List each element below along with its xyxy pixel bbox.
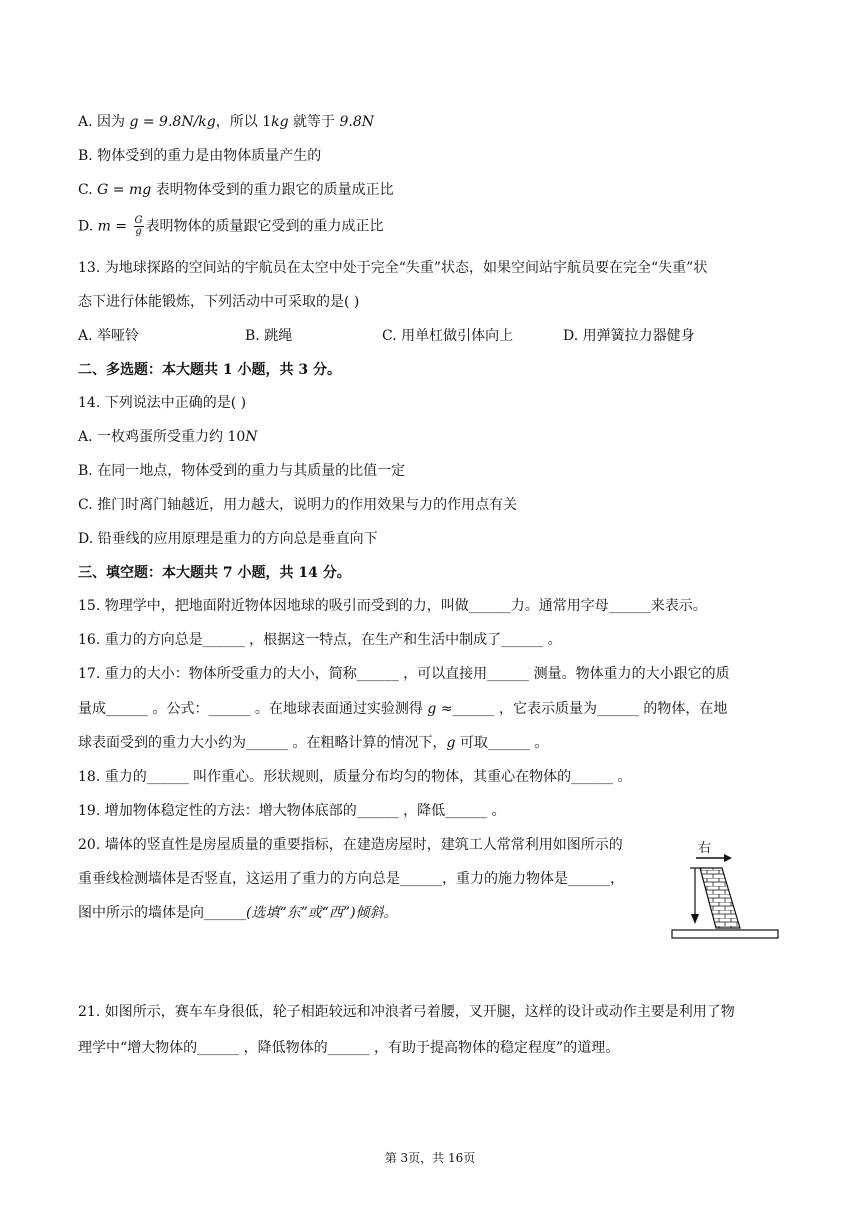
q12-c-text: 表明物体受到的重力跟它的质量成正比 xyxy=(151,182,394,198)
q17-line3 xyxy=(78,733,548,753)
page-footer: 第 3页，共 16页 xyxy=(384,1151,476,1165)
q13-stem-line1: 13. 为地球探路的空间站的宇航员在太空中处于完全“失重”状态，如果空间站宇航员要在完全“失重”状 xyxy=(78,260,708,276)
q12-c-label: C. xyxy=(78,182,98,198)
q14-option-b: B. 在同一地点，物体受到的重力与其质量的比值一定 xyxy=(78,463,406,479)
q21-line2: 理学中“增大物体的______ ，降低物体的______ ，有助于提高物体的稳定程度”的道理。 xyxy=(78,1040,620,1056)
q14-a-unit: N xyxy=(245,429,258,445)
q12-d-fraction xyxy=(134,216,144,237)
q12-a-label: A. 因为 xyxy=(78,114,126,130)
q12-option-b: B. 物体受到的重力是由物体质量产生的 xyxy=(78,148,322,164)
q12-d-text: 表明物体的质量跟它受到的重力成正比 xyxy=(145,218,384,235)
q12-d-den: g xyxy=(135,226,142,237)
q17-line1: 17. 重力的大小：物体所受重力的大小，简称______ ，可以直接用______ 测量。物体重力的大小跟它的质 xyxy=(78,666,730,682)
q12-d-label: D. xyxy=(78,218,98,235)
q17-line2-a: 量成______ 。公式：______ 。在地球表面通过实验测得 xyxy=(78,701,428,717)
q15-text: 15. 物理学中，把地面附近物体因地球的吸引而受到的力，叫做______力。通常用字母______来表示。 xyxy=(78,598,707,614)
q13-stem-line2: 态下进行体能锻炼，下列活动中可采取的是( ) xyxy=(78,294,360,310)
q20-line3 xyxy=(78,903,398,923)
wall-plumb-figure xyxy=(668,838,780,944)
q18-text: 18. 重力的______ 叫作重心。形状规则，质量分布均匀的物体，其重心在物体的______ 。 xyxy=(78,769,632,785)
q12-a-formula: g = 9.8N/kg xyxy=(129,114,216,130)
q20-line3-b: (选填“东”或“西”)倾斜。 xyxy=(246,905,398,921)
q12-option-d xyxy=(78,216,384,237)
q17-line3-b: 可取______ 。 xyxy=(455,735,549,751)
q20-line3-a: 图中所示的墙体是向______ xyxy=(78,905,246,921)
q12-a-mid2: 就等于 xyxy=(288,114,340,130)
q12-d-num: G xyxy=(134,215,143,226)
figure-direction-label: 右 xyxy=(698,841,712,856)
q17-line3-g: g xyxy=(446,735,456,751)
q17-line2 xyxy=(78,699,727,719)
q13-option-c: C. 用单杠做引体向上 xyxy=(382,328,514,344)
q13-option-d: D. 用弹簧拉力器健身 xyxy=(563,328,695,344)
q14-stem: 14. 下列说法中正确的是( ) xyxy=(78,395,247,411)
q12-option-c xyxy=(78,180,394,200)
q12-option-a xyxy=(78,112,374,132)
section-heading-multi-choice: 二、多选题：本大题共 1 小题，共 3 分。 xyxy=(78,362,341,378)
section-heading-fill-blank: 三、填空题：本大题共 7 小题，共 14 分。 xyxy=(78,565,351,581)
q14-option-c: C. 推门时离门轴越近，用力越大，说明力的作用效果与力的作用点有关 xyxy=(78,497,518,513)
q12-d-m: m = xyxy=(97,218,132,235)
q13-option-a: A. 举哑铃 xyxy=(78,328,140,344)
q14-option-d: D. 铅垂线的应用原理是重力的方向总是垂直向下 xyxy=(78,531,378,547)
q19-text: 19. 增加物体稳定性的方法：增大物体底部的______ ，降低______ 。 xyxy=(78,803,506,819)
q14-a-text: A. 一枚鸡蛋所受重力约 10 xyxy=(78,429,246,445)
q12-a-formula2: 9.8N xyxy=(339,114,374,130)
q16-text: 16. 重力的方向总是______ ，根据这一特点，在生产和生活中制成了______ 。 xyxy=(78,632,562,648)
q13-option-b: B. 跳绳 xyxy=(245,328,293,344)
q12-a-kg: kg xyxy=(271,114,289,130)
q12-c-formula: G = mg xyxy=(97,182,152,198)
q14-option-a xyxy=(78,427,258,447)
q17-line2-g: g xyxy=(427,701,437,717)
q17-line2-b: ≈______ ，它表示质量为______ 的物体，在地 xyxy=(436,701,728,717)
q20-line2: 重垂线检测墙体是否竖直，这运用了重力的方向总是______，重力的施力物体是______， xyxy=(78,871,624,887)
q12-a-mid: ，所以 1 xyxy=(215,114,272,130)
q21-line1: 21. 如图所示，赛车车身很低，轮子相距较远和冲浪者弓着腰，叉开腿，这样的设计或动作主要是利用了物 xyxy=(78,1004,735,1020)
q20-line1: 20. 墙体的竖直性是房屋质量的重要指标，在建造房屋时，建筑工人常常利用如图所示的 xyxy=(78,837,623,853)
q17-line3-a: 球表面受到的重力大小约为______ 。在粗略计算的情况下， xyxy=(78,735,447,751)
